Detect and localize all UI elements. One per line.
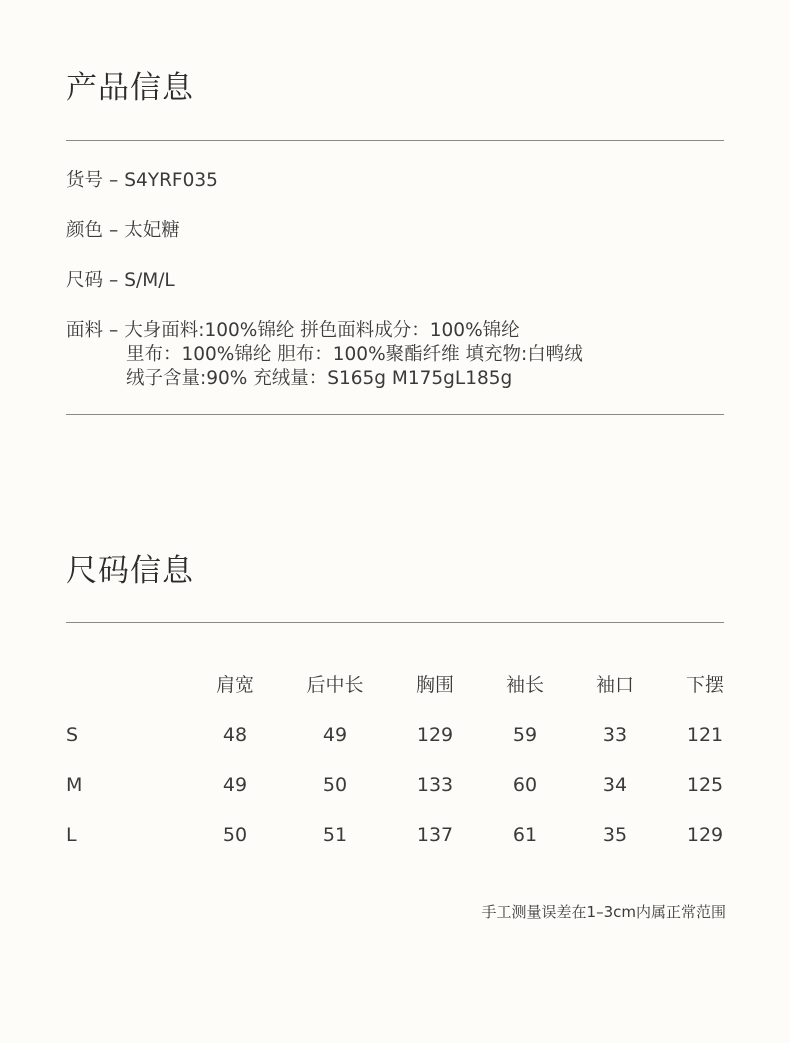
row-size-label: L bbox=[66, 824, 77, 846]
table-cell: 121 bbox=[686, 724, 724, 746]
row-size-label: S bbox=[66, 724, 79, 746]
table-cell: 49 bbox=[222, 774, 248, 796]
table-cell: 60 bbox=[512, 774, 538, 796]
table-cell: 33 bbox=[602, 724, 628, 746]
info-label: 面料 bbox=[66, 320, 104, 341]
divider bbox=[66, 622, 724, 623]
row-size-label: M bbox=[66, 774, 83, 796]
table-cell: 34 bbox=[602, 774, 628, 796]
info-separator: – bbox=[109, 320, 119, 341]
divider bbox=[66, 140, 724, 141]
info-value: 大身面料:100%锦纶 拼色面料成分：100%锦纶 bbox=[124, 320, 520, 341]
product-info-title: 产品信息 bbox=[66, 70, 194, 106]
table-cell: 61 bbox=[512, 824, 538, 846]
info-label: 货号 bbox=[66, 170, 104, 191]
table-cell: 49 bbox=[322, 724, 348, 746]
table-cell: 48 bbox=[222, 724, 248, 746]
column-header: 肩宽 bbox=[215, 674, 254, 696]
table-cell: 51 bbox=[322, 824, 348, 846]
info-label: 颜色 bbox=[66, 220, 104, 241]
table-cell: 133 bbox=[416, 774, 454, 796]
table-cell: 137 bbox=[416, 824, 454, 846]
info-separator: – bbox=[109, 270, 119, 291]
table-cell: 129 bbox=[686, 824, 724, 846]
info-value: S/M/L bbox=[124, 270, 175, 291]
table-cell: 125 bbox=[686, 774, 724, 796]
info-separator: – bbox=[109, 170, 119, 191]
table-cell: 59 bbox=[512, 724, 538, 746]
column-header: 胸围 bbox=[415, 674, 454, 696]
info-separator: – bbox=[109, 220, 119, 241]
info-row-color bbox=[66, 219, 180, 243]
fabric-detail-line: 里布：100%锦纶 胆布：100%聚酯纤维 填充物:白鸭绒 bbox=[126, 344, 583, 365]
table-cell: 50 bbox=[322, 774, 348, 796]
column-header: 后中长 bbox=[306, 674, 364, 696]
info-label: 尺码 bbox=[66, 270, 104, 291]
info-row-size bbox=[66, 269, 175, 293]
table-cell: 35 bbox=[602, 824, 628, 846]
measurement-note: 手工测量误差在1–3cm内属正常范围 bbox=[481, 903, 726, 921]
column-header: 下摆 bbox=[685, 674, 724, 696]
table-cell: 129 bbox=[416, 724, 454, 746]
info-value: 太妃糖 bbox=[124, 220, 180, 241]
info-row-fabric bbox=[66, 319, 520, 343]
column-header: 袖口 bbox=[595, 674, 634, 696]
info-value: S4YRF035 bbox=[124, 170, 218, 191]
column-header: 袖长 bbox=[505, 674, 544, 696]
fabric-detail-line: 绒子含量:90% 充绒量：S165g M175gL185g bbox=[126, 368, 513, 389]
size-info-title: 尺码信息 bbox=[66, 553, 194, 589]
info-row-item-number bbox=[66, 169, 218, 193]
divider bbox=[66, 414, 724, 415]
table-cell: 50 bbox=[222, 824, 248, 846]
